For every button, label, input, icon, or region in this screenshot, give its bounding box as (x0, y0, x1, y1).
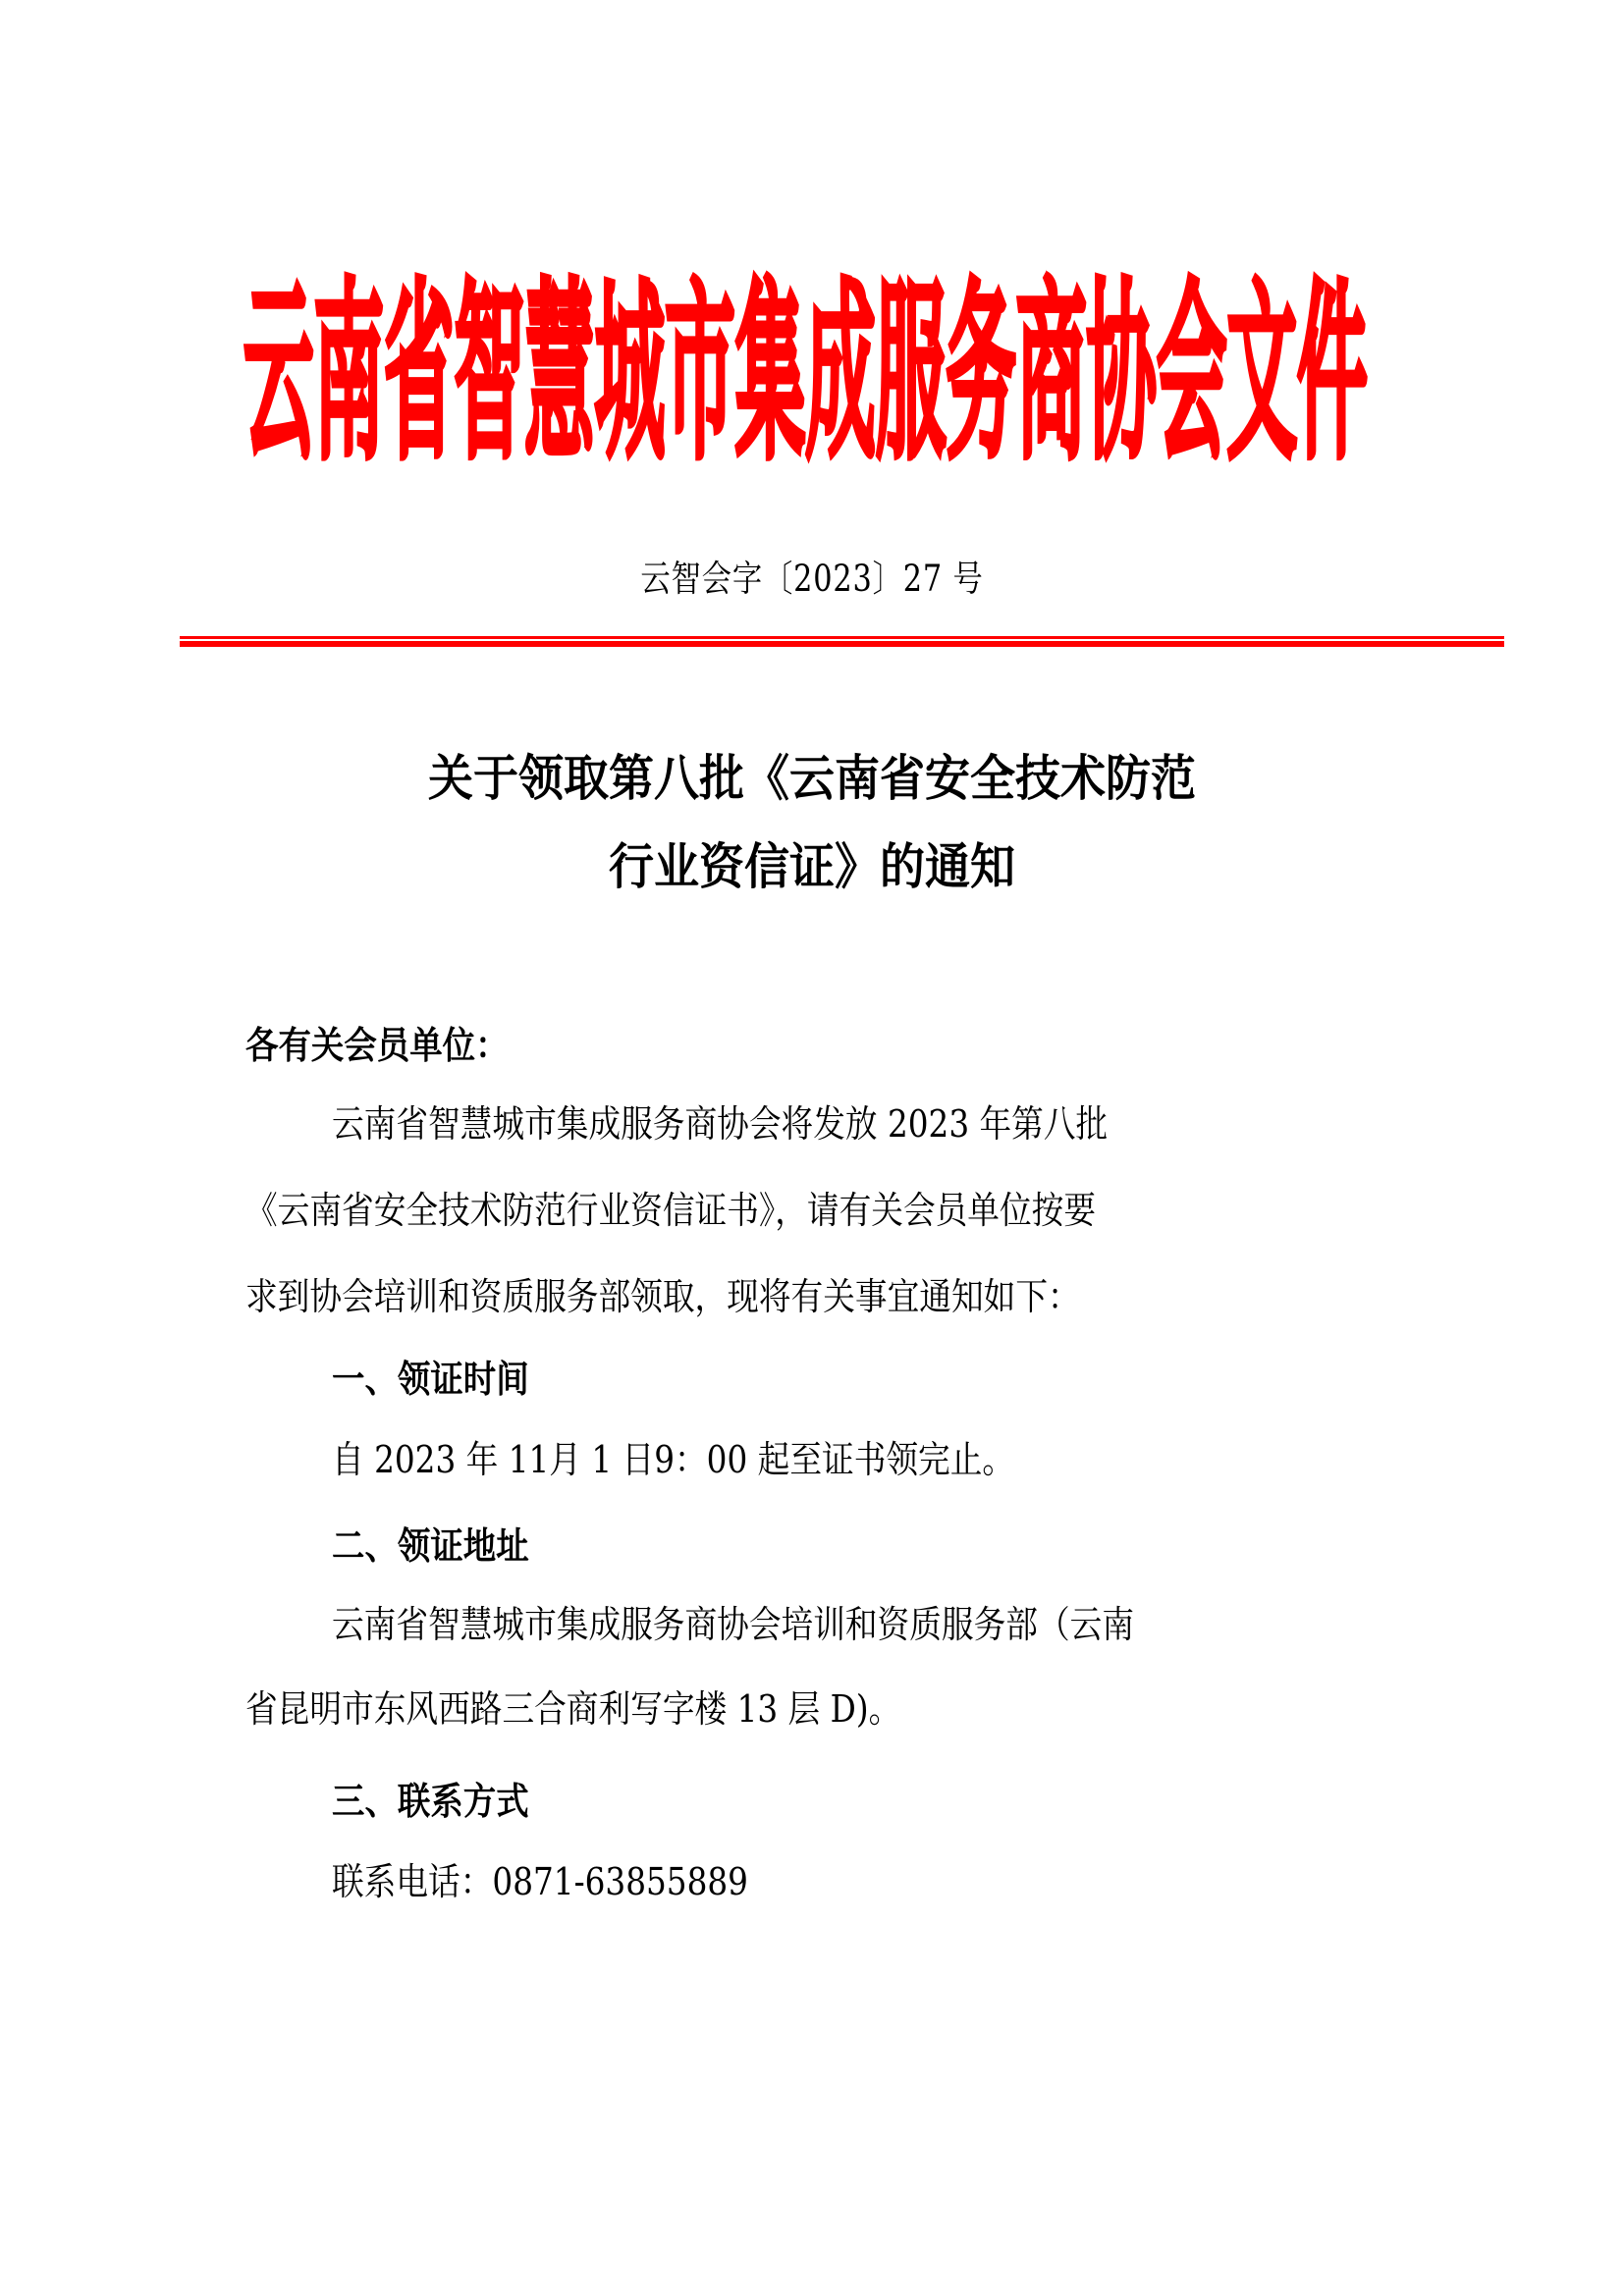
document-number (0, 550, 1624, 609)
masthead (244, 263, 1368, 487)
section-contact-phone: 联系电话：0871-63855889 (332, 1860, 748, 1903)
intro-line-2: 《云南省安全技术防范行业资信证书》，请有关会员单位按要 (245, 1189, 1097, 1232)
salutation: 各有关会员单位： (245, 1024, 509, 1067)
section-heading-address: 二、领证地址 (332, 1524, 529, 1568)
section-address-line-2: 省昆明市东风西路三合商利写字楼 13 层 D)。 (245, 1687, 901, 1731)
separator-thin-line (180, 636, 1504, 639)
intro-line-3: 求到协会培训和资质服务部领取，现将有关事宜通知如下： (245, 1275, 1080, 1318)
red-separator-line (180, 636, 1504, 648)
separator-thick-line (180, 641, 1504, 647)
notice-title-line-1: 关于领取第八批《云南省安全技术防范 (428, 750, 1196, 807)
section-time-line-1: 自 2023 年 11月 1 日9：00 起至证书领完止。 (332, 1438, 1015, 1481)
notice-title-line-2: 行业资信证》的通知 (609, 838, 1015, 895)
document-number-text: 云智会字〔2023〕27 号 (640, 558, 984, 600)
notice-title (0, 734, 1624, 911)
section-heading-time: 一、领证时间 (332, 1358, 529, 1401)
section-heading-contact: 三、联系方式 (332, 1780, 529, 1823)
intro-line-1: 云南省智慧城市集成服务商协会将发放 2023 年第八批 (332, 1102, 1109, 1146)
masthead-title: 云南省智慧城市集成服务商协会文件 (244, 263, 1368, 487)
section-address-line-1: 云南省智慧城市集成服务商协会培训和资质服务部（云南 (332, 1603, 1135, 1646)
